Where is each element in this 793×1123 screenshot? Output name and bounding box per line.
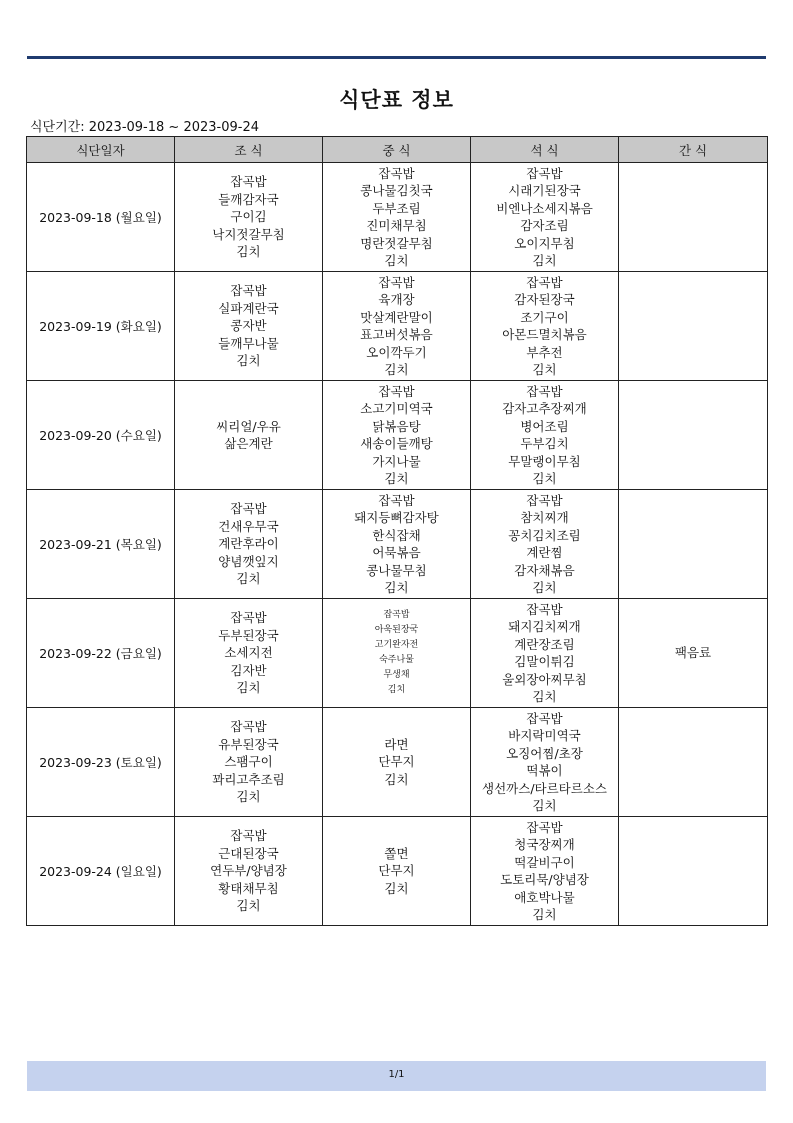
header-lunch: 중 식 <box>323 137 471 163</box>
menu-items <box>323 383 470 488</box>
menu-items <box>175 500 322 588</box>
menu-cell-breakfast <box>175 381 323 490</box>
menu-cell-lunch <box>323 163 471 272</box>
menu-cell-snack <box>619 708 768 817</box>
menu-body <box>27 163 768 926</box>
menu-items <box>471 819 618 924</box>
table-row <box>27 599 768 708</box>
menu-items <box>175 282 322 370</box>
menu-cell-breakfast <box>175 163 323 272</box>
menu-cell-dinner <box>471 817 619 926</box>
menu-item: 김치 <box>384 580 409 595</box>
menu-items <box>175 418 322 453</box>
menu-cell-snack <box>619 381 768 490</box>
menu-item: 김치 <box>236 571 261 587</box>
menu-item: 잡곡밥 <box>230 828 267 844</box>
menu-item: 닭볶음탕 <box>372 418 421 434</box>
menu-item: 어묵볶음 <box>372 545 421 560</box>
menu-items <box>471 165 618 270</box>
table-row <box>27 163 768 272</box>
menu-items <box>175 827 322 915</box>
menu-item: 잡곡밥 <box>378 383 415 399</box>
menu-item: 감자채볶음 <box>514 562 575 578</box>
menu-items <box>175 718 322 806</box>
menu-item: 김치 <box>532 253 557 268</box>
menu-item: 라면 <box>384 736 409 752</box>
menu-item: 삶은계란 <box>224 436 273 451</box>
page-title: 식단표 정보 <box>339 88 454 112</box>
menu-items <box>175 609 322 697</box>
menu-item: 소고기미역국 <box>360 401 433 416</box>
menu-item: 울외장아찌무침 <box>502 671 587 687</box>
menu-item: 잡곡밥 <box>230 283 267 299</box>
menu-item: 잡곡밥 <box>526 165 563 181</box>
menu-item: 계란후라이 <box>218 536 279 552</box>
menu-date: 2023-09-24 (일요일) <box>27 817 175 926</box>
menu-item: 콩자반 <box>230 318 267 334</box>
menu-item: 김치 <box>236 789 261 805</box>
table-row <box>27 817 768 926</box>
menu-cell-lunch <box>323 272 471 381</box>
menu-date: 2023-09-21 (목요일) <box>27 490 175 599</box>
menu-item: 김치 <box>384 253 409 268</box>
menu-cell-lunch <box>323 490 471 599</box>
menu-item: 김치 <box>384 471 409 486</box>
menu-item: 시래기된장국 <box>508 183 581 198</box>
menu-cell-lunch <box>323 381 471 490</box>
menu-items <box>323 736 470 789</box>
menu-item: 김치 <box>236 244 261 260</box>
menu-item: 잡곡밥 <box>230 174 267 190</box>
menu-item: 오이깍두기 <box>366 344 427 360</box>
menu-item: 두부김치 <box>520 436 569 451</box>
menu-item: 맛살계란말이 <box>360 309 433 325</box>
menu-cell-dinner <box>471 490 619 599</box>
menu-item: 감자고추장찌개 <box>502 401 587 416</box>
menu-item: 감자조림 <box>520 218 569 233</box>
menu-items <box>175 173 322 261</box>
table-row <box>27 272 768 381</box>
menu-item: 고기완자전 <box>374 640 419 650</box>
menu-cell-dinner <box>471 708 619 817</box>
menu-table <box>26 136 768 926</box>
menu-items <box>323 165 470 270</box>
menu-item: 잡곡밥 <box>378 492 415 508</box>
menu-item: 명란젓갈무침 <box>360 235 433 251</box>
menu-cell-breakfast <box>175 817 323 926</box>
menu-item: 김치 <box>384 771 409 787</box>
menu-cell-snack <box>619 163 768 272</box>
menu-item: 김치 <box>532 580 557 595</box>
menu-item: 실파계란국 <box>218 300 279 316</box>
top-rule <box>27 56 766 59</box>
menu-item: 오이지무침 <box>514 235 575 251</box>
menu-item: 콩나물김칫국 <box>360 183 433 198</box>
menu-items <box>471 274 618 379</box>
menu-item: 팩음료 <box>674 645 712 661</box>
menu-item: 김치 <box>384 362 409 377</box>
menu-item: 도토리묵/양념장 <box>500 872 589 887</box>
menu-items <box>323 845 470 898</box>
menu-period: 식단기간: 2023-09-18 ~ 2023-09-24 <box>30 120 260 135</box>
menu-item: 숙주나물 <box>379 655 414 665</box>
menu-item: 김치 <box>236 680 261 696</box>
menu-cell-lunch <box>323 599 471 708</box>
menu-item: 유부된장국 <box>218 736 279 752</box>
menu-item: 단무지 <box>378 863 415 879</box>
menu-item: 콩나물무침 <box>366 562 427 578</box>
menu-items <box>619 644 767 662</box>
menu-item: 잡곡밥 <box>526 601 563 617</box>
menu-item: 김치 <box>532 471 557 486</box>
menu-item: 돼지김치찌개 <box>508 619 581 634</box>
menu-item: 김치 <box>532 362 557 377</box>
menu-item: 무말랭이무침 <box>508 453 581 469</box>
menu-item: 잡곡밥 <box>230 501 267 517</box>
menu-item: 들깨감자국 <box>218 191 279 207</box>
menu-item: 김자반 <box>230 662 267 678</box>
menu-item: 구이김 <box>230 209 267 225</box>
menu-cell-snack <box>619 272 768 381</box>
menu-cell-snack <box>619 817 768 926</box>
menu-item: 쫄면 <box>384 845 409 861</box>
menu-items <box>323 274 470 379</box>
menu-item: 아몬드멸치볶음 <box>502 327 587 342</box>
menu-item: 바지락미역국 <box>508 728 581 743</box>
menu-cell-dinner <box>471 599 619 708</box>
menu-item: 근대된장국 <box>218 845 279 861</box>
page-number: 1/1 <box>388 1069 405 1080</box>
menu-item: 청국장찌개 <box>514 837 575 852</box>
menu-item: 양념깻잎지 <box>218 553 279 569</box>
menu-item: 무생채 <box>383 670 410 680</box>
menu-item: 잡곡밥 <box>526 710 563 726</box>
menu-item: 잡곡밥 <box>526 492 563 508</box>
menu-item: 잡곡밥 <box>378 274 415 290</box>
menu-item: 김치 <box>387 685 406 695</box>
menu-item: 새송이들깨탕 <box>360 436 433 451</box>
menu-cell-lunch <box>323 817 471 926</box>
menu-item: 들깨무나물 <box>218 335 279 351</box>
menu-item: 조기구이 <box>520 309 569 325</box>
menu-item: 잡곡밥 <box>526 274 563 290</box>
menu-date: 2023-09-22 (금요일) <box>27 599 175 708</box>
menu-items <box>471 492 618 597</box>
menu-item: 씨리얼/우유 <box>216 418 281 434</box>
menu-item: 계란찜 <box>526 545 563 560</box>
menu-item: 비엔나소세지볶음 <box>496 200 593 216</box>
menu-item: 계란장조림 <box>514 636 575 652</box>
menu-item: 생선까스/타르타르소스 <box>482 780 607 796</box>
menu-cell-snack <box>619 599 768 708</box>
menu-item: 단무지 <box>378 754 415 770</box>
table-row <box>27 490 768 599</box>
menu-item: 잡곡밥 <box>526 819 563 835</box>
header-breakfast: 조 식 <box>175 137 323 163</box>
menu-item: 김말이튀김 <box>514 654 575 669</box>
menu-item: 김치 <box>236 353 261 369</box>
menu-item: 병어조림 <box>520 418 569 434</box>
menu-item: 표고버섯볶음 <box>360 327 433 342</box>
menu-item: 두부된장국 <box>218 627 279 643</box>
menu-item: 육개장 <box>378 292 415 307</box>
menu-items <box>323 492 470 597</box>
header-snack: 간 식 <box>619 137 768 163</box>
menu-date: 2023-09-18 (월요일) <box>27 163 175 272</box>
header-row <box>27 137 768 163</box>
header-dinner: 석 식 <box>471 137 619 163</box>
menu-item: 오징어찜/초장 <box>506 745 583 761</box>
menu-item: 꽈리고추조림 <box>212 771 285 787</box>
menu-item: 건새우무국 <box>218 518 279 534</box>
menu-cell-breakfast <box>175 708 323 817</box>
menu-item: 꽁치김치조림 <box>508 527 581 543</box>
menu-cell-breakfast <box>175 272 323 381</box>
menu-cell-breakfast <box>175 599 323 708</box>
menu-item: 김치 <box>236 898 261 914</box>
menu-item: 김치 <box>532 907 557 922</box>
menu-item: 김치 <box>532 798 557 813</box>
menu-cell-dinner <box>471 381 619 490</box>
menu-cell-breakfast <box>175 490 323 599</box>
table-row <box>27 381 768 490</box>
menu-item: 김치 <box>532 689 557 704</box>
menu-item: 가지나물 <box>372 453 421 469</box>
menu-cell-dinner <box>471 163 619 272</box>
menu-item: 잡곡밥 <box>230 719 267 735</box>
menu-item: 돼지등뼈감자탕 <box>354 510 439 525</box>
menu-items <box>323 608 470 698</box>
menu-cell-snack <box>619 490 768 599</box>
menu-item: 연두부/양념장 <box>210 863 287 879</box>
page-footer <box>27 1061 766 1091</box>
menu-date: 2023-09-23 (토요일) <box>27 708 175 817</box>
menu-item: 스팸구이 <box>224 754 273 770</box>
menu-item: 잡곡밥 <box>378 165 415 181</box>
menu-cell-lunch <box>323 708 471 817</box>
menu-date: 2023-09-20 (수요일) <box>27 381 175 490</box>
menu-item: 황태채무침 <box>218 880 279 896</box>
menu-item: 애호박나물 <box>514 889 575 905</box>
menu-item: 부추전 <box>526 344 563 360</box>
menu-item: 떡볶이 <box>526 763 563 778</box>
menu-items <box>471 601 618 706</box>
menu-item: 아욱된장국 <box>374 625 419 635</box>
menu-item: 김치 <box>384 880 409 896</box>
menu-item: 감자된장국 <box>514 292 575 307</box>
menu-item: 소세지전 <box>224 645 273 661</box>
menu-item: 참치찌개 <box>520 510 569 525</box>
menu-item: 잡곡밥 <box>526 383 563 399</box>
menu-item: 잡곡밥 <box>383 610 410 620</box>
menu-items <box>471 710 618 815</box>
menu-items <box>471 383 618 488</box>
menu-item: 낙지젓갈무침 <box>212 226 285 242</box>
menu-cell-dinner <box>471 272 619 381</box>
header-date: 식단일자 <box>27 137 175 163</box>
menu-item: 두부조림 <box>372 200 421 216</box>
menu-date: 2023-09-19 (화요일) <box>27 272 175 381</box>
table-row <box>27 708 768 817</box>
menu-item: 잡곡밥 <box>230 610 267 626</box>
menu-item: 떡갈비구이 <box>514 854 575 870</box>
menu-item: 한식잡채 <box>372 527 421 543</box>
menu-item: 진미채무침 <box>366 218 427 233</box>
